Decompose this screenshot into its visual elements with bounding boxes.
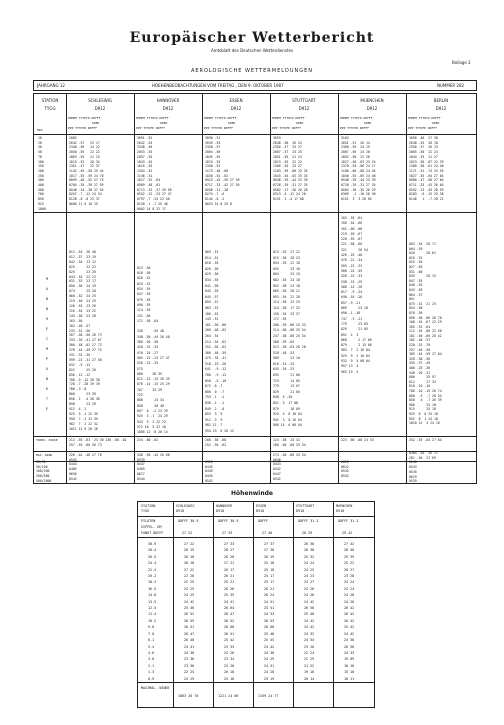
section-heading: AEROLOGISCHE WETTERMELDUNGEN <box>190 68 314 74</box>
hw-gipfel-3: DDFFF <box>258 519 269 523</box>
tropo-berlin: 252 -55 -64 27 64 <box>409 438 442 442</box>
col-head-ppp-1: PPP TTTDTD DDFFF <box>68 126 97 130</box>
hw-col-3: 27 37 27 38 26 19 25 18 25 18 25 17 25 17 26 21 26 24 24 51 25 51 24 53 26 53 26 60 25 48 25 45 24 42 24 38 24 29 24 31 24 20 25 19 <box>264 542 275 681</box>
station-id-2: D912 <box>162 106 174 111</box>
maxwind-hannover: 348 -50 -44 26 60 0539 0447 0469 0617 0544 <box>137 453 170 481</box>
hw-gipfel-4: DDFFF 31.2 <box>298 519 319 523</box>
hw-maxwind-2: 1221 24 66 <box>218 694 239 698</box>
hpa-label: HPA <box>37 128 43 132</box>
maxwind-stuttgart: 274 -48 -60 25 54 0646 0443 0442 0447 0542 <box>273 453 306 481</box>
hw-station-1: SCHLESWIG <box>176 504 195 508</box>
hw-station-4: STUTTGART <box>296 504 315 508</box>
col-head-ppp-5: PPP TTTDTD DDFFF <box>340 126 369 130</box>
station-name-4: STUTTGART <box>292 98 316 103</box>
hw-top-5: 29 42 <box>342 531 353 535</box>
max-wind-label: MAX- WIND <box>36 453 53 457</box>
issue-number: NUMMER 282 <box>437 83 465 88</box>
berlin-lower-data: 003 -54 26 71 004 -59 026 28 61 016 -52 025 -55 027 -63 031 -60 035 26 15 047 -55 040 -55 043 -59 064 -57 051 075 -52 21 25 054 -56 076 -56 096 -58 -66 26 70 100 -54 -67 22 29 105 -52 -64 112 -54 -66 22 50 181 -50 -66 26 42 182 -48 -57 220 -52 -70 257 -46 -50 309 -44 -59 27 64 328 -30 -36 335 -37 -49 480 -25 -36 540 -20 -31 600 29 97 612 27 34 610 -16 -16 700 -10 -15 26 74 800 -3 -7 26 54 850 4 -7 26 39 906 25 18 915 25 18 925 6 0 25 18 952 8 1 24 18 1010 12 4 24 16 <box>409 242 442 426</box>
tropo-hannover: 234 -60 -62 <box>137 438 159 442</box>
station-name-2: HANNOVER <box>156 98 180 103</box>
hw-top-2: 27 33 <box>222 531 233 535</box>
col-head-5: HHHHH TTTDTD DDFFF <box>340 116 373 120</box>
schleswig-upper-data: 2085 2642 -57 23 17 2348 -56 24 22 2050 -55 22 22 1863 -55 21 23 1615 -52 20 34 1351 -47 22 37 1142 -49 -58 25 44 1017 -55 -59 24 70 0899 -48 -52 27 73 0704 -35 -39 27 59 0546 -24 -30 27 54 0257 -7 -12 24 34 0128 -0 -0 23 37 0006 11 6 10 15 <box>69 136 104 206</box>
hw-station-id-2: D918 <box>216 509 225 513</box>
hw-station-id-1: D918 <box>176 509 185 513</box>
info-row <box>33 80 477 91</box>
tropopause-label: TROPO- PAUSE <box>36 438 58 442</box>
tyg-label: TYGG <box>44 106 56 111</box>
tropo-stuttgart: 124 -58 24 41 200 -60 -68 25 34 <box>273 438 306 447</box>
hw-funkt-label: FUNKT DDFFF <box>141 531 164 535</box>
hw-station-label: STATION <box>141 504 156 508</box>
schleswig-lower-data: 012 -54 26 40 012 -57 23 19 042 -54 23 12 025 22 22 025 23 20 044 -54 22 22 032 -53 23 17 050 -56 24 19 074 25 20 060 -52 24 25 119 -46 24 25 126 -45 23 26 116 -54 23 22 145 -50 23 28 163 -50 182 -48 -57 233 -51 -56 267 -40 -50 26 73 333 -35 -41 27 67 300 -48 -62 27 73 378 -44 -49 27 75 431 -32 -36 599 -22 -31 27 50 632 -9 -12 622 25 26 656 -12 -12 700 -9 -12 26 36 728 -7 -28 29 39 780 -3 -8 800 23 39 856 2 -4 26 36 898 23 29 912 4 -1 925 5 -1 22 35 958 7 -2 22 35 982 7 2 22 32 1011 12 6 20 16 <box>69 250 102 431</box>
hw-col-4: 26 38 26 38 25 32 24 24 24 25 24 23 24 27 23 26 24 26 24 42 26 58 25 46 24 42 24 42 24 32 24 34 23 26 22 24 22 29 21 22 19 16 20 14 <box>304 542 315 681</box>
tropo-essen: 200 -58 -68 252 -56 -62 <box>205 438 227 447</box>
hw-top-3: 27 40 <box>262 531 273 535</box>
hw-gipfel-1: DDFFF 30.9 <box>178 519 199 523</box>
hw-height-column: 30.9 28.4 26.5 24.4 22.4 20.2 18.3 16.5 14.8 13.5 12.5 11.4 10.2 9.0 7.8 6.1 5.4 4.6 3.0 2.1 1.3 0.9 <box>148 542 157 681</box>
hw-col-1: 27 22 26 19 26 18 28 18 27 22 22 26 22 29 23 25 24 25 24 42 25 46 26 52 26 55 26 51 26 47 26 40 24 41 24 38 23 36 23 36 22 25 24 25 <box>184 542 195 681</box>
station-id-5: D912 <box>366 106 378 111</box>
hannover-upper-data: 3091 -52 2642 -54 2348 -56 2053 -55 2057 -55 1843 -54 1616 -55 1354 -52 1146 -51 1017 -52 -64 0909 -48 -61 0713 -32 -37 26 58 0552 -22 -23 27 47 0797 -7 -25 22 46 0130 -1 -7 25 46 0002 14 8 22 17 <box>137 136 172 211</box>
hw-top-4: 26 29 <box>302 531 313 535</box>
hw-tyg-label: TYGG <box>141 509 150 513</box>
maxwind-muenchen: 0626 0622 0545 0542 <box>341 460 349 479</box>
col-head-ppp-6: PPP TTTDTD DDFFF <box>408 126 437 130</box>
maxwind-schleswig: 226 -44 -48 27 76 0543 0444 0485 0656 0542 <box>69 453 102 481</box>
station-id-3: D912 <box>230 106 242 111</box>
maxwind-essen: 0326 0445 0449 0445 0542 <box>205 460 213 483</box>
station-name-1: SCHLESWIG <box>88 98 112 103</box>
document-subtitle: Amtsblatt des Deutschen Wetterdienstes <box>210 48 294 53</box>
maxwind-berlin: 0304 -54 26 71 281 -50 27 69 0646 0543 0545 0619 0539 <box>409 451 438 484</box>
stuttgart-upper-data: 3093 2648 -58 26 24 2350 -57 25 27 2067 -57 23 25 1851 -55 21 23 1623 -55 22 22 1366 -54 23 27 1183 -59 -68 25 33 1043 -54 -63 25 34 0948 -39 -44 25 39 0728 -29 -31 27 35 0562 -17 -26 26 28 0313 -4 -12 24 20 0151 2 -4 17 08 <box>273 136 308 202</box>
hw-gipfel-label: GIPFEL- KM <box>141 525 162 529</box>
hw-station-id-5: D918 <box>336 509 345 513</box>
hw-maxwind-1: 1063 26 70 <box>178 694 199 698</box>
main-data-table <box>33 93 477 484</box>
muenchen-upper-data: 3103 2651 -51 26 14 2360 -55 24 19 2067 -56 24 20 1852 -58 22 26 1627 -56 -63 23 24 1370 -54 -66 24 17 1186 -60 -68 24 45 1046 -55 -65 24 48 0948 -39 -44 25 39 0728 -29 -31 27 35 0564 -18 -35 26 29 0309 -1 -10 26 30 0151 3 3 20 05 <box>341 136 376 202</box>
col-head-oder-1: ODER <box>92 121 100 125</box>
col-head-3: HHHHH TTTDTD DDFFF <box>204 116 237 120</box>
pressure-level-column: 10 20 30 50 70 100 150 200 250 300 400 500 700 850 925 1000 <box>38 136 46 211</box>
essen-upper-data: 3098 -51 2649 -55 2350 -57 2064 -56 1845 -55 1619 -53 1358 -52 1173 -48 -66 1030 -54 -62 0923 -45 -59 27 59 0717 -33 -42 27 55 0556 -21 -28 0274 -7 -6 0144 -0 -2 0023 14 8 25 8 <box>205 136 240 206</box>
jahrgang: JAHRGANG 12 <box>37 83 65 88</box>
col-head-oder-5: ODER <box>364 121 372 125</box>
col-head-4: HHHHH TTTDTD DDFFF <box>272 116 305 120</box>
hw-station-5: MUENCHEN <box>336 504 353 508</box>
hw-gipfel-5: DDFFF 31.2 <box>338 519 359 523</box>
station-name-6: BERLIN <box>433 98 449 103</box>
hw-station-2: HANNOVER <box>216 504 233 508</box>
col-head-ppp-4: PPP TTTDTD DDFFF <box>272 126 301 130</box>
document-title: Europäischer Wetterbericht <box>129 30 375 46</box>
berlin-upper-data: 3098 -48 27 38 2648 -55 26 18 2356 -57 26 23 2065 -56 22 24 1844 -53 21 27 1623 -56 -87 22 29 1380 -58 -61 24 40 1171 -51 -74 25 55 1027 -55 -64 27 64 0906 -47 -58 27 64 0711 -33 -43 26 64 0552 -23 -45 28 59 0283 -6 -15 25 38 0146 1 -7 20 21 <box>409 136 444 202</box>
hoehenwinde-table <box>137 501 375 708</box>
muenchen-lower-data: 183 -55 -64 196 -54 -66 201 -60 -68 219 -59 -67 220 -55 -67 221 -58 -66 321 26 54 426 -25 -40 476 -21 -34 505 -22 -33 508 -24 -35 528 -15 -33 538 -15 -29 588 -14 -28 617 -9 -24 640 -16 -26 657 -9 -21 689 23 10 690 -1 -16 747 -3 -11 779 23 05 829 21 05 852 2 3 868 2 17 06 879 2 15 06 903 7 2 16 04 925 9 2 10 04 932 9 5 08 04 957 13 4 965 13 5 <box>341 216 372 374</box>
station-id-4: D912 <box>298 106 310 111</box>
hw-station-id-3: D918 <box>256 509 265 513</box>
hw-pilot-label: PILOTEN <box>141 519 156 523</box>
col-head-1: HHHHH TTTDTD DDFFF <box>68 116 101 120</box>
hw-gipfel-2: DDFFF 30.9 <box>218 519 239 523</box>
hoehenwinde-title: Höhenwinde <box>231 490 273 497</box>
significant-points-label: M A N N H E I M P U N K T E <box>46 277 48 411</box>
hw-maxwind-label: MAXIMAL- WINDE <box>141 686 170 690</box>
col-head-oder-3: ODER <box>228 121 236 125</box>
station-name-5: MUENCHEN <box>360 98 384 103</box>
col-head-2: HHHHH TTTDTD DDFFF <box>136 116 169 120</box>
hw-col-2: 27 33 28 27 26 20 27 21 26 17 26 21 25 21 26 26 25 35 24 51 26 64 26 47 26 52 26 60 26 51 25 42 23 33 23 26 23 34 23 26 26 18 25 18 <box>224 542 235 681</box>
col-head-ppp-3: PPP TTTDTD DDFFF <box>204 126 233 130</box>
station-id-1: D912 <box>94 106 106 111</box>
observation-date: HOEHENBEOBACHTUNGEN VOM FREITAG , DEN 9. OKTOBER 1987 <box>152 83 284 88</box>
max-wind-levels: 30/50 50/100 100/200 200/500 500/1000 <box>36 460 52 483</box>
tropo-schleswig: 212 -55 -63 23 30 236 -60 -62 257 -55 -60 26 73 <box>69 438 127 447</box>
hw-station-id-4: D918 <box>296 509 305 513</box>
hannover-lower-data: 013 -50 016 -50 020 -52 025 -52 034 -55 047 -55 079 -55 096 -55 114 -55 131 -56 172 -56 -64 328 -59 48 348 -50 -44 26 40 360 -50 -58 428 -31 -33 470 -24 -27 505 -22 -23 27 47 520 -22 -25 575 600 26 35 612 -12 -15 26 35 676 -14 -15 25 29 707 23 29 725 800 24 34 850 26 40 897 0 -2 23 29 925 3 -1 24 29 943 5 2 22 22 972 10 5 22 18 1005 12 8 20 14 <box>137 265 170 435</box>
col-head-oder-2: ODER <box>160 121 168 125</box>
hw-maxwind-3: 1159 24 77 <box>258 694 279 698</box>
station-id-6: D912 <box>435 106 447 111</box>
col-head-oder-4: ODER <box>296 121 304 125</box>
hw-col-5: 27 42 28 40 29 39 25 22 28 27 23 28 24 24 23 24 24 28 24 26 26 42 26 42 26 42 25 42 24 42 24 38 26 36 24 33 19 09 16 16 15 10 16 11 <box>344 542 355 681</box>
hw-top-1: 27 22 <box>182 531 193 535</box>
col-head-6: HHHHH TTTDTD DDFFF <box>408 116 441 120</box>
hw-station-3: ESSEN <box>256 504 267 508</box>
station-name-3: ESSEN <box>229 98 243 103</box>
tropo-muenchen: 223 -60 -68 24 53 <box>341 438 374 442</box>
station-label: STATION <box>41 98 59 103</box>
col-head-ppp-2: PPP TTTDTD DDFFF <box>136 126 165 130</box>
essen-lower-data: 009 -51 014 -51 016 -55 020 -56 025 -56 034 -55 041 -56 045 -55 045 -57 055 -57 083 -52 106 -52 143 -51 181 -50 -66 200 -48 -62 204 -54 214 -54 -62 252 -56 -62 300 -48 -59 475 -35 -41 518 -19 -26 641 -9 -12 700 -9 -12 850 -5 -10 672 -8 -7 800 0 -7 793 -1 -1 836 -1 -1 849 2 -0 893 3 9 912 3 9 982 11 7 994 13 6 20 12 <box>205 250 234 433</box>
beilage-label: Beilage 2 <box>452 60 471 65</box>
col-head-oder-6: ODER <box>432 121 440 125</box>
stuttgart-lower-data: 013 -53 27 22 015 -56 28 23 054 -55 22 16 055 23 16 064 23 15 082 -55 24 18 092 -58 24 18 069 -56 20 21 093 -54 22 28 114 -56 23 29 124 -58 17 32 150 -54 23 37 172 -55 200 -59 -68 25 33 214 -60 -68 25 34 247 -58 -66 25 34 280 -59 -65 513 -56 -63 26 28 528 -46 -53 589 23 10 610 -14 -25 645 -16 -23 655 21 06 719 14 05 779 13 07 829 21 05 840 5 -20 851 3 17 08 879 18 09 925 4 8 16 04 942 3 8 16 04 968 14 6 08 04 <box>273 250 306 428</box>
